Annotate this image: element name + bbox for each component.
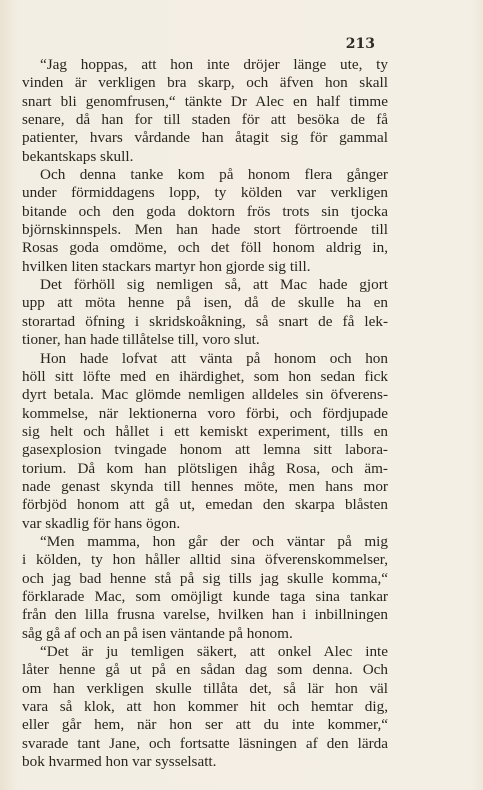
text-line: från den lilla frusna varelse, hvilken han i inbillningen	[22, 606, 388, 624]
text-line: gasexplosion tvingade honom att lemna sitt labora-	[22, 441, 388, 459]
text-line: Det förhöll sig nemligen så, att Mac hade gjort	[40, 276, 388, 294]
page-text-block	[22, 56, 388, 771]
text-line: bekantskaps skull.	[22, 147, 134, 165]
text-line: vinden är verkligen bra skarp, och äfven hon skall	[22, 74, 388, 92]
text-line: i kölden, ty hon håller alltid sina öfverenskommelser,	[22, 551, 388, 569]
text-line: kommelse, när lektionerna voro förbi, och fördjupade	[22, 404, 388, 422]
text-line: om han verkligen skulle tillåta det, så lär hon väl	[22, 679, 388, 697]
text-line: “Jag hoppas, att hon inte dröjer länge ute, ty	[40, 56, 388, 73]
text-line: björnskinnspels. Men han hade stort förtroende till	[22, 221, 388, 239]
text-line: såg gå af och an på isen väntande på honom.	[22, 624, 293, 642]
text-line: under förmiddagens lopp, ty kölden var verkligen	[22, 184, 388, 202]
text-line: och jag bad henne stå på sig tills jag skulle komma,“	[22, 569, 388, 587]
text-line: “Det är ju temligen säkert, att onkel Alec inte	[40, 643, 388, 660]
text-line: senare, då han for till staden för att besöka de få	[22, 111, 388, 129]
text-line: sig helt och hållet i ett kemiskt experiment, tills en	[22, 422, 388, 440]
text-line: svarade tant Jane, och fortsatte läsningen af den lärda	[22, 734, 388, 752]
text-line: nade genast skynda till hennes möte, men hans mor	[22, 477, 388, 495]
text-line: Rosas goda omdöme, och det föll honom aldrig in,	[22, 239, 388, 257]
text-line: upp att möta henne på isen, då de skulle ha en	[22, 294, 388, 312]
text-line: vara så klok, att hon kommer hit och hemtar dig,	[22, 698, 388, 716]
text-line: tioner, han hade tillåtelse till, voro slut.	[22, 331, 260, 349]
text-line: Hon hade lofvat att vänta på honom och hon	[40, 349, 388, 367]
text-line: var skadlig för hans ögon.	[22, 514, 181, 532]
text-line: storartad öfning i skridskoåkning, så snart de få lek-	[22, 312, 388, 330]
text-line: bok hvarmed hon var sysselsatt.	[22, 753, 217, 771]
text-line: dyrt betala. Mac glömde nemligen alldeles sin öfverens-	[22, 386, 388, 404]
text-line: bitande och den goda doktorn frös trots sin tjocka	[22, 202, 388, 220]
text-line: höll sitt löfte med en ihärdighet, som hon sedan fick	[22, 367, 388, 385]
page-number: 213	[345, 36, 375, 52]
text-line: förklarade Mac, som omöjligt kunde taga sina tankar	[22, 587, 388, 605]
text-line: torium. Då kom han plötsligen ihåg Rosa, och äm-	[22, 459, 388, 477]
text-line: förbjöd honom att gå ut, emedan den skarpa blåsten	[22, 496, 388, 514]
text-line: “Men mamma, hon går der och väntar på mig	[40, 532, 388, 550]
text-line: hvilken liten stackars martyr hon gjorde sig till.	[22, 257, 311, 275]
text-line: låter henne gå ut på en sådan dag som denna. Och	[22, 661, 388, 679]
text-line: patienter, hvars vårdande han åtagit sig för gammal	[22, 129, 388, 147]
text-line: snart bli genomfrusen,“ tänkte Dr Alec en half timme	[22, 92, 388, 110]
text-line: Och denna tanke kom på honom flera gånger	[40, 166, 388, 184]
text-line: eller går hem, när hon ser att du inte kommer,“	[22, 716, 388, 734]
